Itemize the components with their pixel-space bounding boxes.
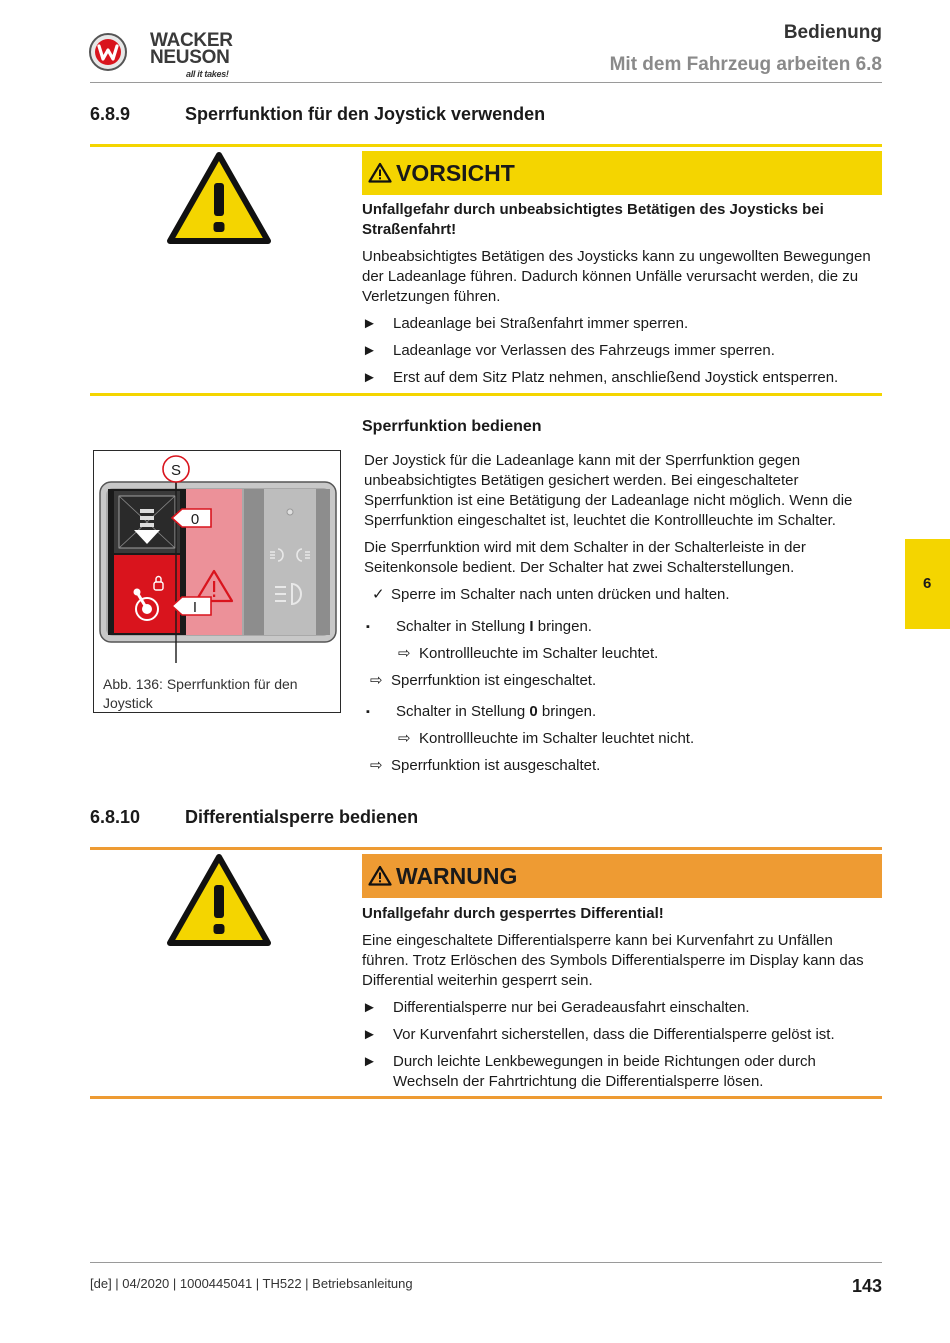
subsection-title: Sperrfunktion bedienen [362,418,542,435]
footer-divider [90,1262,882,1263]
warning-triangle-icon [166,853,272,947]
warning-top-rule [90,847,882,850]
brand-tagline: all it takes! [186,69,229,79]
small-warning-icon [368,162,392,183]
signal-word: WARNUNG [396,863,518,889]
step-text-pre: Schalter in Stellung [396,618,530,635]
caution-signal-box [362,151,882,195]
measure-text: Differentialsperre nur bei Geradeausfahrt einschalten. [393,999,750,1016]
label-0: 0 [190,511,200,528]
result-text: Sperrfunktion ist ausgeschaltet. [391,757,601,774]
chapter-subtitle: Mit dem Fahrzeug arbeiten 6.8 [609,54,882,75]
label-i: I [192,599,198,616]
result-marker: ⇨ [370,757,383,774]
step-marker: ▪ [366,706,370,718]
check-marker: ✓ [372,586,385,603]
bullet-marker: ► [362,1026,377,1043]
step-result-text: Kontrollleuchte im Schalter leuchtet nicht. [419,730,695,747]
figure-caption: Abb. 136: Sperrfunktion für den Joystick [103,676,298,711]
measure-text: Vor Kurvenfahrt sicherstellen, dass die Differentialsperre gelöst ist. [393,1026,835,1043]
wacker-neuson-logo-icon [88,32,128,72]
precondition-text: Sperre im Schalter nach unten drücken und halten. [391,586,730,603]
step-result-item [398,644,882,664]
intro-paragraph: Der Joystick für die Ladeanlage kann mit der Sperrfunktion gegen unbeabsichtigtes Betätigen gesichert werden. Bei eingeschalteter Sperrfunktion ist eine Betätigung der Ladeanlage nicht möglich. Wenn die Sperrfunktion eingeschaltet ist, leuchtet die Kontrollleuchte im Schalter. [364,452,853,529]
brand-line2: NEUSON [150,47,230,68]
measure-text: Ladeanlage bei Straßenfahrt immer sperren. [393,315,689,332]
small-warning-icon [368,865,392,886]
result-item [370,756,882,776]
measure-text: Ladeanlage vor Verlassen des Fahrzeugs immer sperren. [393,342,775,359]
bullet-marker: ► [362,369,377,386]
hazard-description: Eine eingeschaltete Differentialsperre kann bei Kurvenfahrt zu Unfällen führen. Trotz Erlöschen des Symbols Differentialsperre im Display kann das Differential weiterhin gesperrt sein. [362,932,864,989]
header-divider [90,82,882,83]
section-title: Sperrfunktion für den Joystick verwenden [185,104,546,124]
section-title: Differentialsperre bedienen [185,807,419,827]
step-text-post: bringen. [533,618,592,635]
step-text-post: bringen. [537,703,597,720]
chapter-title: Bedienung [783,22,882,43]
list-item [362,368,882,388]
result-item [370,671,882,691]
step-text-pre: Schalter in Stellung [396,703,530,720]
caution-top-rule [90,144,882,147]
measure-text: Durch leichte Lenkbewegungen in beide Richtungen oder durch Wechseln der Fahrtrichtung die Differentialsperre lösen. [393,1053,816,1090]
hazard-description: Unbeabsichtigtes Betätigen des Joysticks kann zu ungewollten Bewegungen der Ladeanlage führen. Dadurch können Unfälle verursacht werden, die zu Verletzungen führen. [362,248,871,305]
result-marker: ⇨ [370,672,383,689]
switch-illustration [94,451,340,666]
brand-line1: WACKER [150,30,233,51]
bullet-marker: ► [362,1053,377,1070]
result-marker: ⇨ [398,730,411,747]
step-result-text: Kontrollleuchte im Schalter leuchtet. [419,645,659,662]
warning-signal-box [362,854,882,898]
figure-136 [93,450,341,713]
step-value: 0 [529,703,538,720]
result-text: Sperrfunktion ist eingeschaltet. [391,672,597,689]
caution-bottom-rule [90,393,882,396]
section-number: 6.8.10 [90,807,141,827]
hazard-title: Unfallgefahr durch gesperrtes Differential! [362,905,664,922]
step-marker: ▪ [366,621,370,633]
bullet-marker: ► [362,999,377,1016]
signal-word: VORSICHT [396,160,515,186]
brand-name [150,30,233,79]
list-item [362,314,882,334]
bullet-marker: ► [362,342,377,359]
warning-triangle-icon [166,151,272,245]
footer-text: [de] | 04/2020 | 1000445041 | TH522 | Betriebsanleitung [90,1276,413,1291]
step-result-item [398,729,882,749]
list-item [362,1052,882,1092]
step-text [396,617,886,637]
hazard-title: Unfallgefahr durch unbeabsichtigtes Betätigen des Joysticks bei Straßenfahrt! [362,201,824,238]
lock-switch-top-symbol [119,496,175,548]
switch-paragraph: Die Sperrfunktion wird mit dem Schalter in der Schalterleiste in der Seitenkonsole bedient. Der Schalter hat zwei Schalterstellungen. [364,539,806,576]
result-marker: ⇨ [398,645,411,662]
brand-logo [88,30,248,80]
label-s: S [170,462,182,479]
list-item [362,998,882,1018]
measure-text: Erst auf dem Sitz Platz nehmen, anschließend Joystick entsperren. [393,369,839,386]
chapter-tab [905,539,950,629]
step-value: I [529,618,534,635]
step-item [366,617,882,637]
bullet-marker: ► [362,315,377,332]
warning-bottom-rule [90,1096,882,1099]
page-number: 143 [851,1276,882,1296]
step-item [366,702,882,722]
chapter-tab-label: 6 [923,575,932,592]
section-number: 6.8.9 [90,104,131,124]
step-text [396,702,886,722]
list-item [362,1025,882,1045]
precondition-item [372,585,882,605]
list-item [362,341,882,361]
